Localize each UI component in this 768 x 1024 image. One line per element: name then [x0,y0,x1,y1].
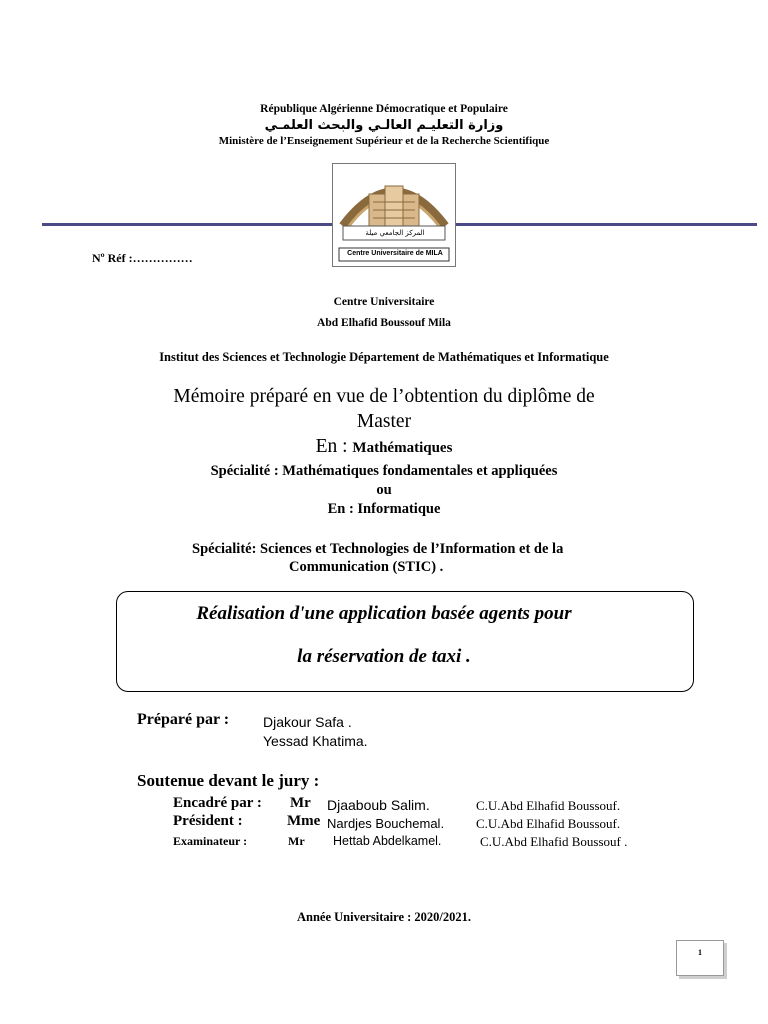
institute-department: Institut des Sciences et Technologie Département de Mathématiques et Informatique [159,350,609,364]
memoire-line-1: Mémoire préparé en vue de l’obtention du diplôme de [173,386,595,407]
jury-affiliation-examiner: C.U.Abd Elhafid Boussouf . [480,834,628,849]
page-number: 1 [698,948,702,957]
jury-title-supervisor: Mr [290,795,311,811]
field-value: Mathématiques [352,440,453,456]
jury-name-president: Nardjes Bouchemal. [327,816,445,831]
centre-line-1: Centre Universitaire [333,296,435,308]
memoire-heading [0,384,768,434]
jury-role-president: Président : [173,813,243,829]
field-line [0,436,768,458]
academic-year: Année Universitaire : 2020/2021. [296,910,472,924]
or-separator: ou [376,482,392,498]
memoire-line-2: Master [356,411,412,432]
ministry-heading: Ministère de l’Enseignement Supérieur et de la Recherche Scientifique [218,135,550,147]
specialite-stic-line-2: Communication (STIC) . [289,559,444,575]
author-2: Yessad Khatima. [263,733,368,749]
page-number-box [676,940,724,976]
jury-name-supervisor: Djaaboub Salim. [327,797,430,813]
university-logo [332,163,456,267]
jury-role-supervisor: Encadré par : [173,795,262,811]
jury-heading: Soutenue devant le jury : [137,771,320,790]
field-prefix: En : [315,436,353,457]
specialite-maths: Spécialité : Mathématiques fondamentales et appliquées [210,463,558,479]
jury-title-examiner: Mr [288,834,305,848]
author-1: Djakour Safa . [263,714,352,730]
thesis-title-line-2: la réservation de taxi . [297,646,471,667]
logo-caption: Centre Universitaire de MILA [347,250,443,257]
jury-name-examiner: Hettab Abdelkamel. [333,834,442,848]
specialite-stic-line-1: Spécialité: Sciences et Technologies de l’Information et de la [192,541,564,557]
jury-role-examiner: Examinateur : [173,834,248,848]
thesis-title-line-1: Réalisation d'une application basée agents pour [196,603,572,624]
republic-heading: République Algérienne Démocratique et Populaire [260,103,508,115]
reference-number: Nº Réf :…………… [92,251,193,265]
jury-affiliation-president: C.U.Abd Elhafid Boussouf. [476,816,621,831]
field-informatique: En : Informatique [327,501,441,517]
centre-line-2: Abd Elhafid Boussouf Mila [317,317,451,329]
logo-arabic-text: المركز الجامعي ميلة [365,229,425,237]
ministry-arabic-heading: وزارة التعليـم العالـي والبحث العلمـي [264,118,504,133]
jury-affiliation-supervisor: C.U.Abd Elhafid Boussouf. [476,798,621,813]
jury-title-president: Mme [287,813,321,829]
prepared-by-label: Préparé par : [137,711,230,728]
